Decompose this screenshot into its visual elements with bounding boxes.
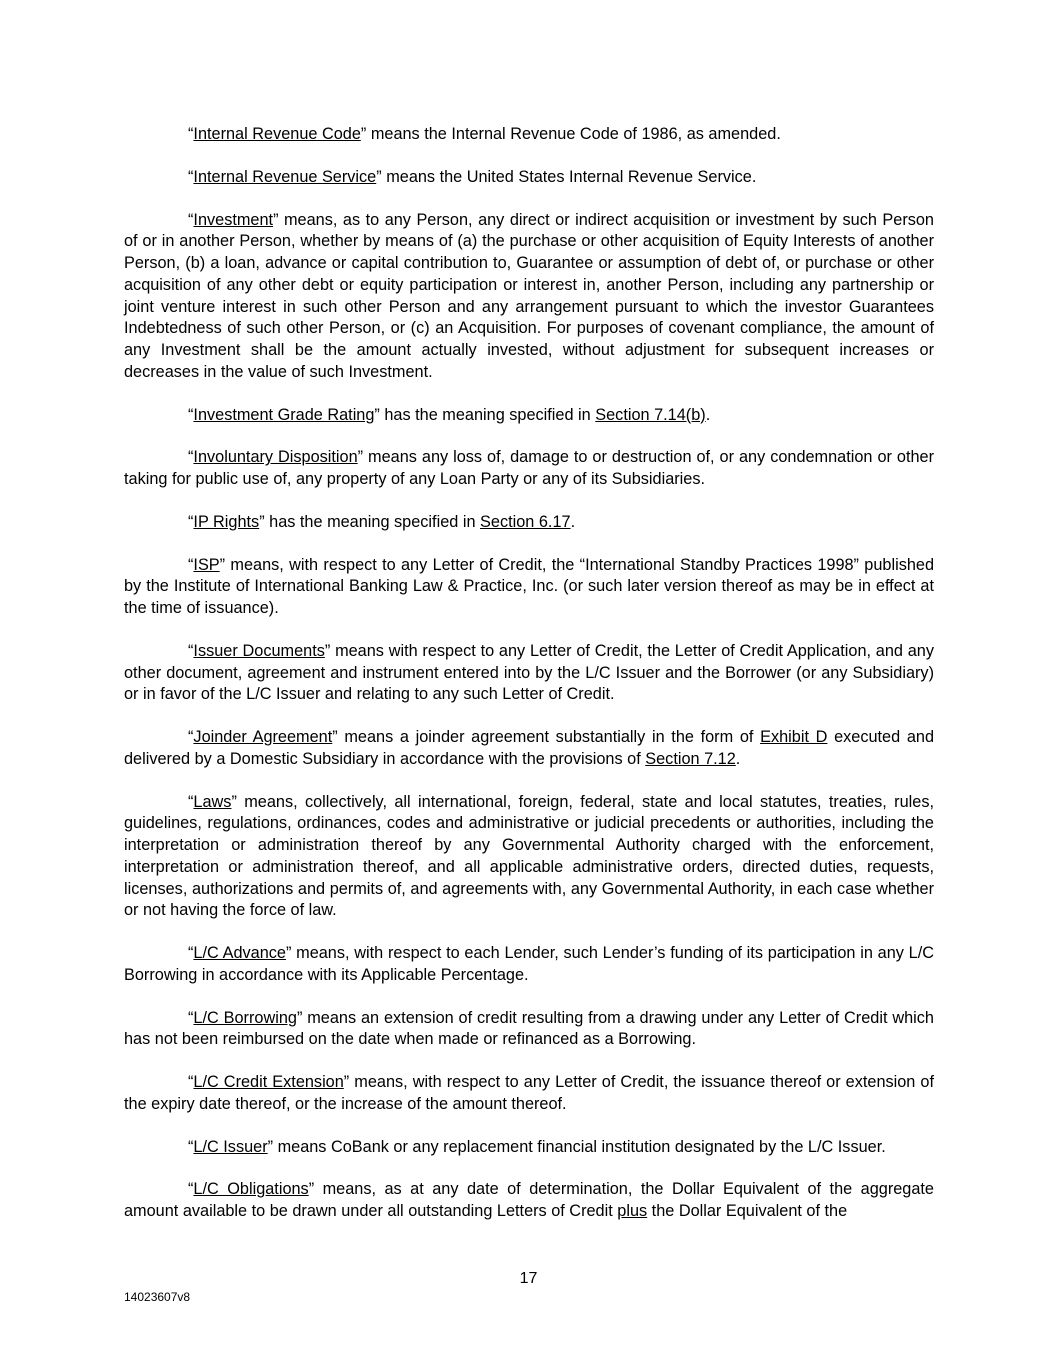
- definition-text: means the Internal Revenue Code of 1986, as amended.: [366, 125, 781, 143]
- definition-text: means, with respect to any Letter of Credit, the issuance thereof or extension of the expiry date thereof, or the increase of the amount thereof.: [124, 1073, 934, 1113]
- definition-involuntary-disposition: “Involuntary Disposition” means any loss of, damage to or destruction of, or any condemnation or other taking for public use of, any property of any Loan Party or any of its Subsidiaries.: [124, 448, 934, 488]
- defined-term: Involuntary Disposition: [193, 448, 358, 467]
- definition-text: means any loss of, damage to or destruction of, or any condemnation or other taking for public use of, any property of any Loan Party or any of its Subsidiaries.: [124, 448, 934, 488]
- defined-term: Joinder Agreement: [193, 728, 333, 746]
- definition-text: means, with respect to any Letter of Credit, the “International Standby Practices 1998” published by the Institute of International Banking Law & Practice, Inc. (or such later version thereof as may be in effect at the time of issuance).: [124, 555, 934, 617]
- definition-investment: “Investment” means, as to any Person, any direct or indirect acquisition or investment by such Person of or in another Person, whether by means of (a) the purchase or other acquisition of Equity Interests of another Person, (b) a loan, advance or capital contribution to, Guarantee or assumption of debt of, or purchase or other acquisition of any other debt or equity participation or interest in, another Person, including any partnership or joint venture interest in such other Person and any arrangement pursuant to which the investor Guarantees Indebtedness of such other Person, or (c) an Acquisition. For purposes of covenant compliance, the amount of any Investment shall be the amount actually invested, without adjustment for subsequent increases or decreases in the value of such Investment.: [124, 210, 934, 381]
- defined-term: Internal Revenue Code: [193, 125, 361, 143]
- defined-term: Investment Grade Rating: [193, 405, 375, 424]
- defined-term: L/C Issuer: [193, 1137, 268, 1156]
- definition-ip-rights: “IP Rights” has the meaning specified in Section 6.17.: [188, 512, 576, 531]
- definition-text: has the meaning specified in: [379, 405, 596, 424]
- exhibit-reference: Exhibit D: [760, 728, 828, 746]
- definition-internal-revenue-service: “Internal Revenue Service” means the United States Internal Revenue Service.: [188, 167, 757, 186]
- definition-text: the Dollar Equivalent of the: [647, 1202, 848, 1220]
- page-body: [124, 124, 934, 1244]
- defined-term: L/C Credit Extension: [193, 1073, 344, 1091]
- page-number: 17: [519, 1270, 538, 1287]
- definition-lc-issuer: “L/C Issuer” means CoBank or any replacement financial institution designated by the L/C Issuer.: [188, 1137, 886, 1156]
- definition-text: means a joinder agreement substantially in the form of: [337, 728, 761, 746]
- definition-laws: “Laws” means, collectively, all international, foreign, federal, state and local statutes, treaties, rules, guidelines, regulations, ordinances, codes and administrative or judicial precedents or authorities, including the interpretation or administration thereof by any Governmental Authority charged with the enforcement, interpretation or administration thereof, and all applicable administrative orders, directed duties, requests, licenses, authorizations and permits of, and agreements with, any Governmental Authority, in each case whether or not having the force of law.: [124, 792, 934, 920]
- definition-text: has the meaning specified in: [264, 512, 481, 531]
- defined-term: Internal Revenue Service: [193, 167, 377, 186]
- definition-text: .: [735, 749, 741, 768]
- section-reference: Section 6.17: [480, 512, 571, 531]
- document-id: 14023607v8: [124, 1290, 191, 1304]
- definition-lc-advance: “L/C Advance” means, with respect to each Lender, such Lender’s funding of its participation in any L/C Borrowing in accordance with its Applicable Percentage.: [124, 944, 934, 984]
- defined-term: L/C Advance: [193, 944, 286, 962]
- definition-text: means with respect to any Letter of Credit, the Letter of Credit Application, and any other document, agreement and instrument entered into by the L/C Issuer and the Borrower (or any Subsidiary) or in favor of the L/C Issuer and relating to any such Letter of Credit.: [124, 641, 934, 704]
- definition-text: means, collectively, all international, foreign, federal, state and local statutes, treaties, rules, guidelines, regulations, ordinances, codes and administrative or judicial precedents or authorities, including the interpretation or administration thereof by any Governmental Authority charged with the enforcement, interpretation or administration thereof, and all applicable administrative orders, directed duties, requests, licenses, authorizations and permits of, and agreements with, any Governmental Authority, in each case whether or not having the force of law.: [124, 792, 934, 920]
- definition-lc-obligations: “L/C Obligations” means, as at any date of determination, the Dollar Equivalent of the aggregate amount available to be drawn under all outstanding Letters of Credit plus the Dollar Equivalent of the: [124, 1180, 934, 1220]
- defined-term: Investment: [193, 210, 274, 229]
- definition-joinder-agreement: “Joinder Agreement” means a joinder agreement substantially in the form of Exhibit D executed and delivered by a Domestic Subsidiary in accordance with the provisions of Section 7.12.: [124, 728, 934, 768]
- definition-text: means CoBank or any replacement financial institution designated by the L/C Issuer.: [273, 1137, 886, 1156]
- definition-investment-grade-rating: “Investment Grade Rating” has the meaning specified in Section 7.14(b).: [188, 405, 711, 424]
- section-reference: Section 7.12: [645, 749, 736, 768]
- definition-lc-credit-extension: “L/C Credit Extension” means, with respect to any Letter of Credit, the issuance thereof or extension of the expiry date thereof, or the increase of the amount thereof.: [124, 1073, 934, 1113]
- definition-text: means, as at any date of determination, the Dollar Equivalent of the aggregate amount available to be drawn under all outstanding Letters of Credit: [124, 1180, 934, 1220]
- definition-issuer-documents: “Issuer Documents” means with respect to any Letter of Credit, the Letter of Credit Application, and any other document, agreement and instrument entered into by the L/C Issuer and the Borrower (or any Subsidiary) or in favor of the L/C Issuer and relating to any such Letter of Credit.: [124, 641, 934, 704]
- defined-term: Issuer Documents: [193, 641, 325, 660]
- defined-term: L/C Borrowing: [193, 1008, 297, 1027]
- definition-lc-borrowing: “L/C Borrowing” means an extension of credit resulting from a drawing under any Letter of Credit which has not been reimbursed on the date when made or refinanced as a Borrowing.: [124, 1008, 934, 1049]
- definition-text: executed and delivered by a Domestic Subsidiary in accordance with the provisions of: [124, 728, 934, 768]
- defined-term: Laws: [193, 792, 232, 811]
- definition-text: means, as to any Person, any direct or indirect acquisition or investment by such Person of or in another Person, whether by means of (a) the purchase or other acquisition of Equity Interests of another Person, (b) a loan, advance or capital contribution to, Guarantee or assumption of debt of, or purchase or other acquisition of any other debt or equity participation or interest in, another Person, including any partnership or joint venture interest in such other Person and any arrangement pursuant to which the investor Guarantees Indebtedness of such other Person, or (c) an Acquisition. For purposes of covenant compliance, the amount of any Investment shall be the amount actually invested, without adjustment for subsequent increases or decreases in the value of such Investment.: [124, 210, 934, 381]
- section-reference: Section 7.14(b): [595, 405, 706, 424]
- defined-term: L/C Obligations: [193, 1180, 309, 1199]
- definition-text: means the United States Internal Revenue Service.: [381, 167, 757, 186]
- definition-text: means, with respect to each Lender, such Lender’s funding of its participation in any L/C Borrowing in accordance with its Applicable Percentage.: [124, 944, 934, 984]
- defined-term: IP Rights: [193, 512, 260, 531]
- definition-text: means an extension of credit resulting from a drawing under any Letter of Credit which has not been reimbursed on the date when made or refinanced as a Borrowing.: [124, 1008, 934, 1049]
- emphasized-word: plus: [617, 1202, 648, 1220]
- definition-internal-revenue-code: “Internal Revenue Code” means the Internal Revenue Code of 1986, as amended.: [188, 125, 781, 143]
- definition-text: .: [705, 405, 711, 424]
- defined-term: ISP: [193, 555, 220, 574]
- definition-isp: “ISP” means, with respect to any Letter of Credit, the “International Standby Practices 1998” published by the Institute of International Banking Law & Practice, Inc. (or such later version thereof as may be in effect at the time of issuance).: [124, 555, 934, 617]
- definition-text: .: [570, 512, 576, 531]
